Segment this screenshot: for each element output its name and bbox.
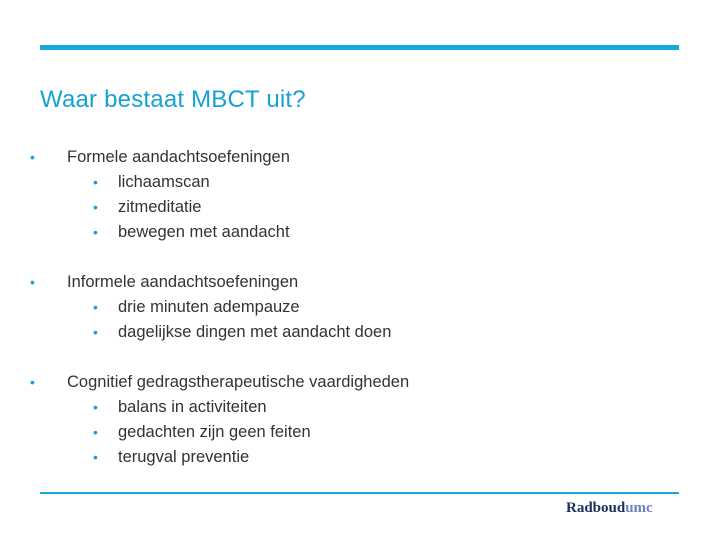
radboudumc-logo [566,500,653,517]
list-item-text: bewegen met aandacht [118,223,290,241]
bullet-icon: • [93,174,98,190]
section-heading [28,370,688,395]
section-heading-text: Cognitief gedragstherapeutische vaardigheden [67,373,410,391]
section-informal [28,270,688,345]
logo-text-primary: Radboud [566,500,626,516]
list-item [28,320,688,345]
list-item-text: dagelijkse dingen met aandacht doen [118,323,392,341]
section-formal [28,145,688,245]
slide-content [28,145,688,470]
section-heading [28,270,688,295]
bullet-icon: • [93,199,98,215]
list-item [28,445,688,470]
list-item-text: gedachten zijn geen feiten [118,423,311,441]
section-heading [28,145,688,170]
logo-text-secondary: umc [625,500,653,516]
bullet-icon: • [30,374,35,390]
bottom-accent-rule [40,492,679,494]
bullet-icon: • [93,399,98,415]
bullet-icon: • [93,449,98,465]
section-heading-text: Informele aandachtsoefeningen [67,273,299,291]
list-item [28,395,688,420]
list-item [28,220,688,245]
list-item-text: drie minuten adempauze [118,298,300,316]
bullet-icon: • [93,299,98,315]
list-item-text: balans in activiteiten [118,398,267,416]
list-item [28,295,688,320]
bullet-icon: • [30,274,35,290]
slide-title: Waar bestaat MBCT uit? [40,86,306,113]
list-item [28,170,688,195]
bullet-icon: • [30,149,35,165]
list-item [28,420,688,445]
section-heading-text: Formele aandachtsoefeningen [67,148,290,166]
bullet-icon: • [93,424,98,440]
section-cognitive [28,370,688,470]
list-item [28,195,688,220]
list-item-text: lichaamscan [118,173,210,191]
list-item-text: zitmeditatie [118,198,202,216]
bullet-icon: • [93,224,98,240]
bullet-icon: • [93,324,98,340]
top-accent-rule [40,45,679,50]
list-item-text: terugval preventie [118,448,250,466]
